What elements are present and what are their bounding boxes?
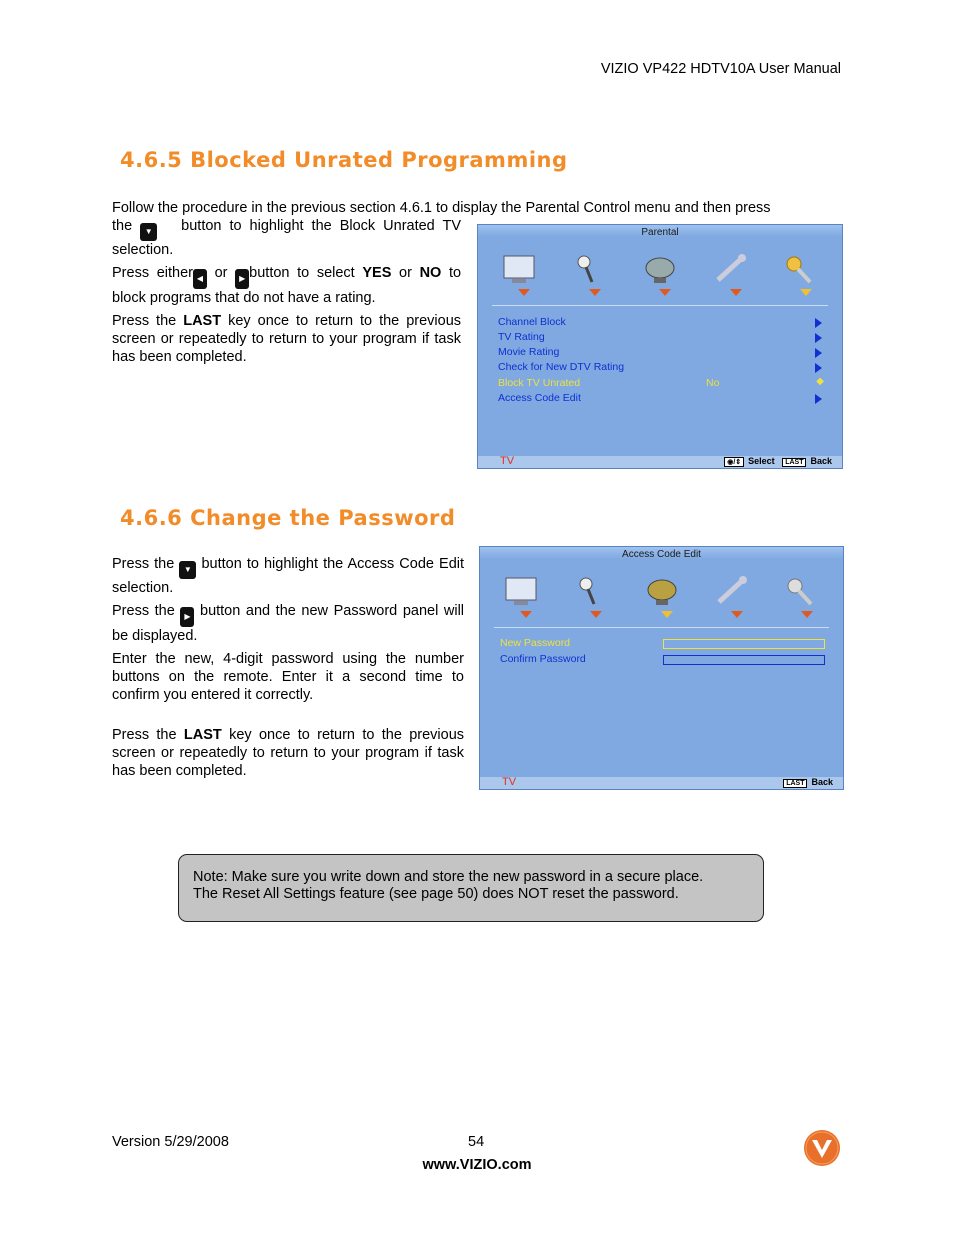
menu-item-movie-rating[interactable]: Movie Rating [498,346,560,358]
tab-arrow-icon [520,611,532,618]
screen-footer-hints: LAST Back [783,777,833,788]
tv-icon [498,249,542,289]
tab-arrow-icon [589,289,601,296]
page-number: 54 [468,1134,485,1150]
key-icon [779,571,823,611]
access-code-edit-screen [479,546,844,790]
website-link[interactable]: www.VIZIO.com [422,1157,532,1173]
down-button-icon: ▼ [179,561,196,579]
microphone-icon [568,249,612,289]
wrench-icon [709,571,753,611]
screen-footer-hints: ◉/⇕ Select LAST Back [724,456,832,467]
confirm-password-label: Confirm Password [500,653,586,665]
screen-title: Parental [641,227,679,238]
submenu-arrow-icon [815,394,822,404]
note-line-1: Note: Make sure you write down and store the new password in a secure place. [193,869,704,885]
tab-arrow-icon [590,611,602,618]
input-source-label: TV [502,776,517,788]
tv-icon [500,571,544,611]
right-button-icon: ▶ [235,269,249,289]
parental-menu-screen [477,224,843,469]
key-icon [778,249,822,289]
section-heading-change-password: 4.6.6 Change the Password [120,506,456,530]
section1-intro: Follow the procedure in the previous section 4.6.1 to display the Parental Control menu and then press [112,200,771,216]
section-heading-blocked-unrated: 4.6.5 Blocked Unrated Programming [120,148,568,172]
tab-arrow-icon [659,289,671,296]
left-right-arrow-icon: ◆ [816,376,824,387]
tab-arrow-active-icon [661,611,673,618]
left-button-icon: ◀ [193,269,207,289]
menu-item-access-code-edit[interactable]: Access Code Edit [498,392,581,404]
screen-title: Access Code Edit [622,549,701,560]
section2-body: Press the ▼ button to highlight the Access Code Edit selection. Press the ▶ button and the new Password panel will be displayed. Enter the new, 4-digit password using the number buttons on the remote. Enter it a second time to confirm you entered it correctly. Press the LAST key once to return to the previous screen or repeatedly to return to your program if task has been completed. [112,556,465,779]
new-password-field[interactable] [663,639,825,649]
submenu-arrow-icon [815,318,822,328]
tab-arrow-icon [518,289,530,296]
manual-title: VIZIO VP422 HDTV10A User Manual [600,61,841,77]
down-button-icon: ▼ [140,223,157,241]
last-key-icon: LAST [783,779,807,788]
version-label: Version 5/29/2008 [112,1134,229,1150]
microphone-icon [570,571,614,611]
submenu-arrow-icon [815,333,822,343]
satellite-icon [640,571,684,611]
new-password-label: New Password [500,637,571,649]
tab-arrow-icon [801,611,813,618]
input-source-label: TV [500,455,515,467]
satellite-icon [638,249,682,289]
note-box [178,854,764,922]
tab-arrow-active-icon [800,289,812,296]
submenu-arrow-icon [815,363,822,373]
last-key-icon: LAST [782,458,806,467]
menu-item-check-dtv-rating[interactable]: Check for New DTV Rating [498,361,625,373]
confirm-password-field[interactable] [663,655,825,665]
right-button-icon: ▶ [180,607,194,627]
menu-item-channel-block[interactable]: Channel Block [498,316,566,328]
wrench-icon [708,249,752,289]
submenu-arrow-icon [815,348,822,358]
vizio-logo-icon [803,1129,841,1167]
section1-body: the ▼ button to highlight the Block Unrated TV selection. Press either ◀ or ▶ button to select YES or NO to block programs that do not have a rating. Press the LAST key once to return to the previous screen or repeatedly to return to your program if task has been completed. [112,218,462,365]
select-key-icon: ◉/⇕ [724,457,744,467]
note-line-2: The Reset All Settings feature (see page 50) does NOT reset the password. [193,886,679,902]
tab-arrow-icon [731,611,743,618]
menu-item-tv-rating[interactable]: TV Rating [498,331,545,343]
menu-item-block-tv-unrated[interactable]: Block TV Unrated [498,377,581,389]
block-unrated-value[interactable]: No [706,377,720,389]
tab-arrow-icon [730,289,742,296]
